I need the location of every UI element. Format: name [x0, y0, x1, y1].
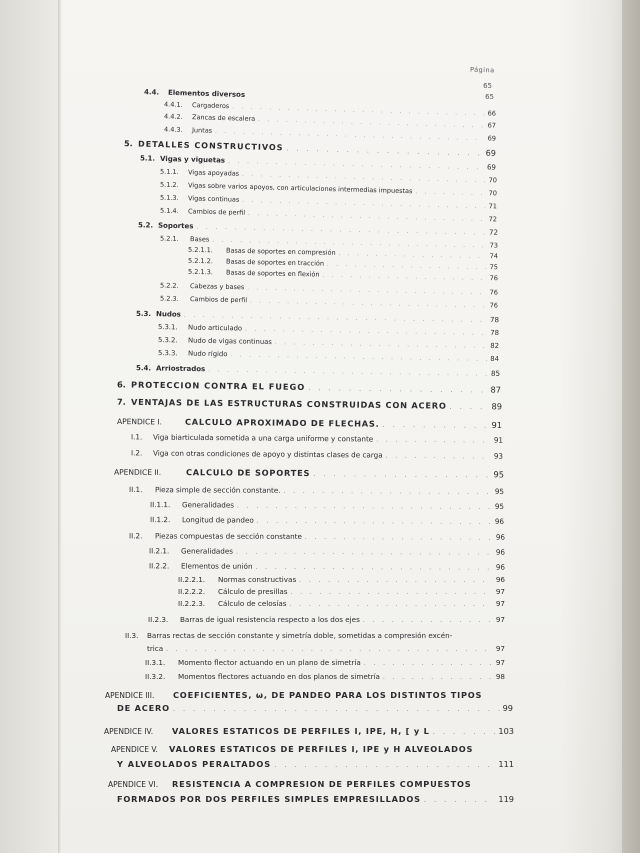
entry-title: Elementos de unión — [180, 561, 253, 571]
page-number: 95 — [494, 486, 505, 496]
page-number: 97 — [495, 615, 505, 624]
entry-title: Piezas compuestas de sección constante — [154, 531, 302, 541]
toc-entry — [145, 672, 505, 681]
page-number: 69 — [485, 148, 497, 158]
page-number: 97 — [495, 658, 505, 667]
entry-title: Barras rectas de sección constante y simetría doble, sometidas a compresión excén- — [147, 631, 453, 640]
page-number: 91 — [493, 435, 504, 445]
entry-number: 6. — [116, 379, 126, 390]
page-number: 73 — [489, 241, 499, 250]
leader-dots — [242, 172, 486, 184]
toc-entry — [136, 364, 500, 378]
entry-number: II.2.1. — [148, 546, 170, 556]
toc-entry — [111, 744, 514, 754]
entry-number: I.2. — [130, 448, 143, 458]
leader-dots — [415, 189, 485, 197]
leader-dots — [274, 761, 495, 769]
entry-number: APENDICE V. — [111, 745, 158, 754]
page-number: 72 — [488, 215, 498, 224]
entry-title: VALORES ESTATICOS DE PERFILES I, IPE y H ALVEOLADOS — [169, 744, 474, 754]
page-number: 89 — [491, 401, 503, 412]
page-number: 96 — [495, 562, 506, 572]
leader-dots — [383, 421, 489, 430]
entry-number: II.3. — [125, 631, 139, 640]
entry-title: RESISTENCIA A COMPRESION DE PERFILES COMPUESTOS — [172, 779, 472, 789]
entry-number: II.3.1. — [145, 658, 166, 667]
page-number: 96 — [495, 532, 506, 542]
page-number: 119 — [498, 794, 514, 804]
leader-dots — [256, 565, 493, 572]
leader-dots — [386, 454, 491, 461]
page-number: 65 — [485, 93, 494, 101]
leader-dots — [173, 705, 500, 713]
page-number: 70 — [488, 176, 498, 185]
leader-dots — [286, 144, 482, 157]
entry-title: Vigas continuas — [187, 194, 240, 204]
toc-entry — [150, 515, 504, 526]
entry-title: PROTECCION CONTRA EL FUEGO — [130, 379, 306, 392]
entry-number: 5.1. — [139, 154, 156, 163]
toc-entry — [117, 759, 514, 769]
leader-dots — [363, 618, 493, 624]
page-number: 75 — [489, 263, 499, 272]
entry-title: DE ACERO — [117, 703, 170, 713]
toc-entry — [129, 485, 504, 496]
leader-dots — [230, 352, 487, 362]
leader-dots — [275, 340, 488, 350]
entry-title: Cargaderos — [191, 101, 230, 111]
entry-title: Cambios de perfil — [187, 207, 246, 217]
entry-title: Basas de soportes en flexión — [225, 268, 320, 279]
leader-dots — [242, 198, 485, 210]
page-number: 76 — [489, 274, 499, 283]
entry-number: 5.1.1. — [159, 167, 179, 177]
entry-title: Vigas sobre varios apoyos, con articulaciones intermedias impuestas — [187, 181, 413, 196]
toc-entry — [149, 561, 505, 571]
entry-title: Pieza simple de sección constante. — [154, 485, 281, 495]
toc-entry — [178, 587, 505, 596]
page-column-heading: Página — [469, 65, 495, 75]
entry-number: II.1.1. — [149, 500, 171, 510]
entry-number: 5.2.2. — [159, 281, 179, 290]
entry-title: Generalidades — [180, 546, 234, 556]
entry-title: Vigas apoyadas — [187, 168, 240, 178]
page-number: 72 — [488, 228, 499, 237]
leader-dots — [284, 489, 492, 496]
entry-number: APENDICE III. — [105, 691, 155, 700]
page-number: 74 — [489, 252, 499, 261]
entry-number: II.2.2.1. — [178, 575, 206, 584]
entry-title: Longitud de pandeo — [181, 515, 254, 525]
toc-entry — [149, 546, 505, 556]
leader-dots — [290, 602, 493, 608]
page-number: 91 — [491, 419, 503, 431]
entry-title: Juntas — [191, 126, 213, 135]
leader-dots — [257, 519, 492, 526]
toc-entry — [114, 467, 504, 480]
entry-title: VENTAJAS DE LAS ESTRUCTURAS CONSTRUIDAS CON ACERO — [130, 396, 447, 411]
toc-entry — [147, 644, 505, 653]
entry-number: II.2.2.3. — [178, 599, 206, 608]
leader-dots — [433, 728, 496, 736]
entry-number: 5.2.1.2. — [187, 256, 213, 266]
toc-entry — [160, 294, 498, 309]
leader-dots — [248, 211, 486, 223]
entry-title: Elementos diversos — [167, 88, 246, 99]
entry-title: Cambios de perfil — [189, 295, 248, 305]
entry-title: Nudo articulado — [187, 323, 243, 333]
entry-number: 5.1.3. — [159, 193, 179, 203]
toc-entry — [104, 726, 514, 736]
toc-entry — [117, 416, 502, 430]
entry-title: Nudo rígido — [187, 349, 228, 359]
entry-number: 5.1.2. — [159, 180, 179, 190]
entry-number: 4.4.3. — [163, 125, 183, 134]
leader-dots — [322, 273, 486, 282]
page-number: 97 — [495, 599, 505, 608]
entry-title: Cálculo de celosías — [218, 599, 287, 608]
leader-dots — [166, 647, 493, 653]
page-number: 96 — [495, 547, 506, 557]
entry-number: 5.3.2. — [157, 336, 178, 345]
entry-title: COEFICIENTES, ω, DE PANDEO PARA LOS DISTINTOS TIPOS — [173, 690, 483, 700]
entry-number: APENDICE I. — [116, 416, 163, 427]
entry-number: 5. — [123, 139, 133, 149]
entry-number: 4.4. — [143, 88, 160, 97]
entry-title: Soportes — [157, 221, 194, 231]
page-number: 69 — [486, 163, 497, 172]
toc-entry — [105, 690, 505, 700]
toc-entry — [131, 432, 503, 444]
page-number: 87 — [490, 384, 502, 395]
entry-title: Cabezas y bases — [189, 282, 245, 292]
entry-number: 5.3.3. — [157, 349, 178, 358]
entry-title: Cálculo de presillas — [218, 587, 288, 596]
toc-entry — [145, 658, 505, 667]
page-number: 111 — [498, 759, 514, 769]
leader-dots — [424, 796, 496, 804]
leader-dots — [236, 550, 493, 557]
toc-entry — [158, 323, 499, 337]
page-number: 97 — [495, 644, 505, 653]
page-number: 78 — [490, 328, 500, 337]
entry-number: II.2. — [128, 531, 143, 541]
toc-entry — [117, 794, 514, 804]
leader-dots — [339, 251, 487, 260]
entry-number: II.2.2. — [148, 561, 170, 571]
page-number: 97 — [495, 587, 505, 596]
page-number: 70 — [488, 189, 498, 198]
leader-dots — [184, 313, 487, 324]
entry-title: VALORES ESTATICOS DE PERFILES I, IPE, H, [ y L — [172, 726, 430, 736]
toc-entry — [150, 500, 504, 511]
leader-dots — [383, 675, 493, 681]
toc-entry — [178, 575, 505, 584]
leader-dots — [364, 661, 493, 667]
page-number: 103 — [498, 726, 514, 736]
entry-number: 4.4.1. — [163, 100, 183, 109]
toc-entry — [160, 281, 498, 296]
leader-dots — [196, 224, 486, 236]
entry-number: 5.3.1. — [157, 323, 178, 332]
toc-entry — [158, 336, 499, 350]
entry-number: 7. — [116, 396, 126, 407]
entry-title: Normas constructivas — [218, 575, 297, 584]
page-number: 84 — [490, 354, 500, 363]
page-number: 82 — [490, 341, 500, 350]
entry-title: Nudo de vigas continuas — [187, 336, 272, 347]
page-number: 69 — [487, 134, 497, 143]
entry-title: Viga biarticulada sometida a una carga uniforme y constante — [152, 432, 374, 444]
toc-entry — [131, 448, 503, 460]
entry-number: 5.2.3. — [159, 294, 179, 303]
entry-title: CALCULO APROXIMADO DE FLECHAS. — [184, 416, 380, 429]
leader-dots — [247, 285, 486, 296]
entry-title: Basas de soportes en compresión — [225, 246, 336, 257]
entry-title: Nudos — [155, 310, 181, 319]
page-number: 95 — [494, 501, 505, 511]
toc-entry — [158, 349, 499, 363]
page-number: 67 — [487, 121, 497, 130]
entry-number: 4.4.2. — [163, 112, 183, 121]
page-number: 95 — [493, 469, 505, 480]
leader-dots — [250, 298, 487, 309]
leader-dots — [308, 384, 487, 395]
entry-number: 5.2.1.3. — [187, 267, 213, 277]
page-number: 76 — [489, 288, 499, 297]
entry-title: Vigas y viguetas — [159, 154, 226, 165]
entry-title: Generalidades — [181, 500, 235, 510]
entry-number: I.1. — [130, 432, 143, 442]
leader-dots — [258, 117, 485, 129]
page-number: 65 — [483, 82, 492, 90]
leader-dots — [245, 327, 487, 337]
leader-dots — [237, 504, 492, 511]
entry-number: II.2.2.2. — [178, 587, 206, 596]
entry-title: trica — [147, 644, 164, 653]
entry-title: Zancas de escalera — [191, 113, 256, 123]
toc-entry — [125, 631, 505, 640]
entry-number: APENDICE II. — [113, 467, 162, 477]
toc-entry — [178, 599, 505, 608]
page-number: 71 — [488, 202, 498, 211]
entry-number: 5.2.1.1. — [187, 245, 213, 255]
leader-dots — [215, 129, 485, 143]
toc-entry — [129, 531, 505, 541]
toc-entry — [117, 397, 502, 412]
page-number: 76 — [489, 301, 499, 310]
leader-dots — [313, 470, 490, 479]
entry-title: Y ALVEOLADOS PERALTADOS — [117, 759, 272, 769]
entry-number: II.2.3. — [148, 615, 169, 624]
entry-title: Momento flector actuando en un plano de simetría — [178, 658, 361, 667]
leader-dots — [450, 403, 489, 411]
entry-number: 5.3. — [135, 309, 152, 319]
toc-entry — [136, 310, 499, 324]
entry-number: II.1.2. — [149, 515, 171, 525]
entry-title: CALCULO DE SOPORTES — [185, 467, 311, 479]
entry-number: II.1. — [128, 485, 143, 495]
entry-title: DETALLES CONSTRUCTIVOS — [137, 139, 284, 153]
entry-title: Basas de soportes en tracción — [225, 257, 325, 268]
entry-number: APENDICE VI. — [108, 780, 159, 789]
entry-title: Arriostrados — [155, 364, 206, 374]
entry-number: 5.2.1. — [159, 234, 179, 243]
entry-number: 5.1.4. — [159, 206, 179, 216]
entry-title: FORMADOS POR DOS PERFILES SIMPLES EMPRESILLADOS — [117, 794, 421, 804]
page-number: 99 — [502, 703, 513, 713]
leader-dots — [327, 262, 487, 271]
entry-number: APENDICE IV. — [104, 727, 154, 736]
page-number: 66 — [487, 109, 497, 118]
entry-title: Bases — [189, 235, 210, 244]
leader-dots — [299, 578, 493, 584]
entry-title: Viga con otras condiciones de apoyo y distintas clases de carga — [152, 448, 383, 460]
entry-title: Barras de igual resistencia respecto a los dos ejes — [180, 615, 360, 624]
page-number: 93 — [493, 451, 504, 461]
entry-number: II.3.2. — [145, 672, 166, 681]
leader-dots — [305, 535, 493, 542]
toc-entry — [108, 779, 514, 789]
page-number: 98 — [495, 672, 505, 681]
page-number: 78 — [489, 316, 500, 325]
leader-dots — [291, 590, 493, 596]
toc-entry — [117, 379, 501, 394]
toc-entry — [117, 703, 513, 713]
page-number: 85 — [490, 369, 501, 378]
leader-dots — [376, 438, 491, 445]
entry-number: 5.2. — [137, 221, 154, 230]
entry-title: Momentos flectores actuando en dos planos de simetría — [178, 672, 380, 681]
leader-dots — [208, 367, 488, 377]
toc-entry — [148, 615, 505, 624]
page-number: 96 — [495, 575, 505, 584]
entry-number: 5.4. — [135, 364, 152, 373]
page-number: 96 — [494, 516, 505, 526]
